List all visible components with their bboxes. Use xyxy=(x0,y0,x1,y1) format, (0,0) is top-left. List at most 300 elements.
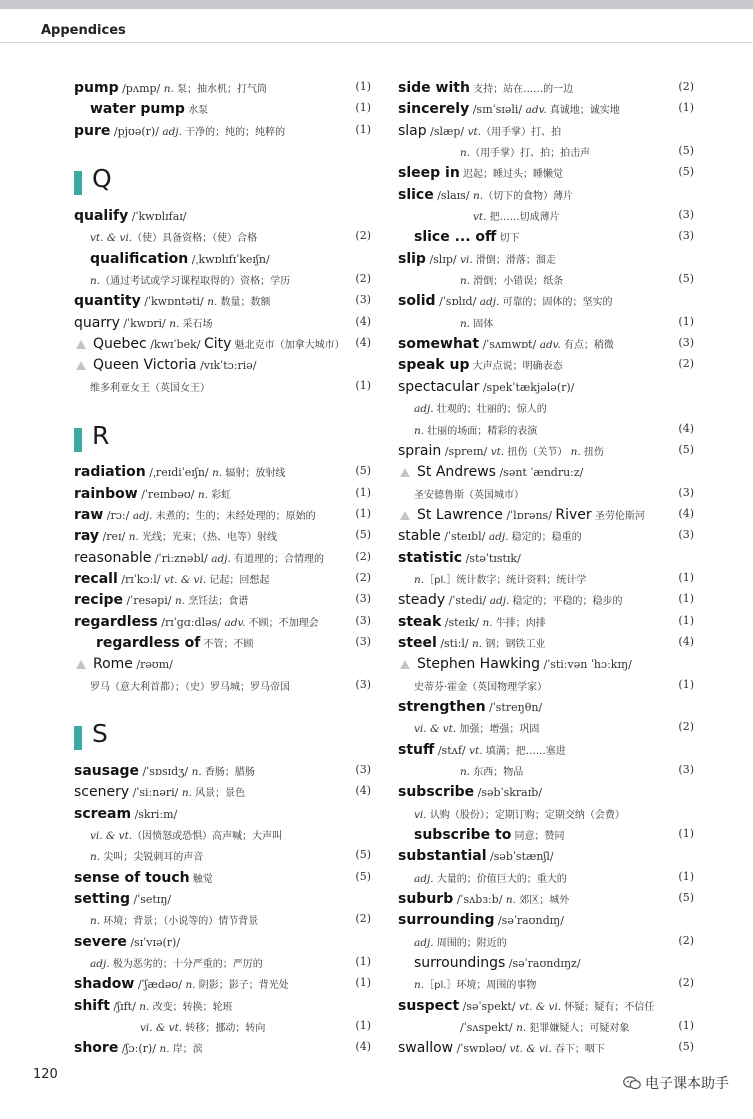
entry-definition: 光线；光束；（热、电等）射线 xyxy=(138,532,278,544)
glossary-subline xyxy=(74,674,373,695)
section-marker-bar xyxy=(74,428,82,452)
entry-part-of-speech: n. xyxy=(197,488,208,501)
entry-definition: （通过考试或学习课程取得的）资格；学历 xyxy=(100,276,291,288)
entry-definition: 烹饪法；食谱 xyxy=(185,596,249,608)
entry-definition: 大量的；价值巨大的；重大的 xyxy=(433,873,567,885)
entry-phonetic: /ˈkwɒri/ xyxy=(119,316,170,330)
glossary-entry xyxy=(398,353,696,374)
entry-phonetic: /slæp/ xyxy=(426,124,468,138)
entry-part-of-speech: vt. & vi. xyxy=(164,573,207,586)
entry-headword: reasonable xyxy=(74,549,152,566)
glossary-subline xyxy=(74,225,373,246)
page-header-title: Appendices xyxy=(41,23,126,38)
glossary-entry xyxy=(74,972,373,993)
glossary-entry xyxy=(74,567,373,588)
entry-phonetic: /vɪkˈtɔːriə/ xyxy=(196,359,257,373)
entry-headword: severe xyxy=(74,933,127,950)
glossary-entry xyxy=(74,76,373,97)
entry-phonetic: /ʃɪft/ xyxy=(109,999,140,1013)
glossary-entry xyxy=(398,161,696,182)
entry-phonetic: /ˌkwɒlɪfɪˈkeɪʃn/ xyxy=(188,252,270,266)
glossary-entry xyxy=(398,289,696,310)
entry-definition: 史蒂芬·霍金（英国物理学家） xyxy=(414,681,548,693)
entry-headword-cont: City xyxy=(203,336,232,353)
unit-reference: (2) xyxy=(678,933,694,947)
proper-noun-triangle-icon xyxy=(400,468,410,477)
glossary-subline xyxy=(398,866,696,887)
entry-definition: 迟起；睡过头；睡懒觉 xyxy=(459,169,563,181)
entry-part-of-speech: n. xyxy=(181,787,192,800)
entry-phonetic: /ˈsʌmwɒt/ xyxy=(479,338,540,352)
entry-phonetic: /ˈreɪnbəʊ/ xyxy=(137,487,198,501)
entry-part-of-speech: adj. xyxy=(489,595,510,608)
entry-phonetic: /reɪ/ xyxy=(99,530,129,544)
entry-part-of-speech: n. xyxy=(90,915,101,928)
unit-reference: (3) xyxy=(355,592,371,606)
entry-part-of-speech: n. xyxy=(90,275,101,288)
entry-definition: 真诚地；诚实地 xyxy=(546,105,620,117)
entry-definition: 转移；挪动；转向 xyxy=(182,1023,266,1035)
proper-noun-triangle-icon xyxy=(400,660,410,669)
unit-reference: (1) xyxy=(355,378,371,392)
watermark-text: 电子课本助手 xyxy=(645,1076,729,1092)
entry-headword: sausage xyxy=(74,763,140,779)
entry-definition: 稳定的；稳重的 xyxy=(508,532,582,544)
unit-reference: (4) xyxy=(355,1040,371,1054)
glossary-entry xyxy=(74,610,373,631)
entry-part-of-speech: n. xyxy=(212,467,223,480)
entry-part-of-speech: n. xyxy=(185,979,196,992)
unit-reference: (3) xyxy=(355,613,371,627)
entry-phonetic: /spreɪn/ xyxy=(441,444,491,458)
entry-definition: 不顾；不加理会 xyxy=(245,617,319,629)
glossary-subline xyxy=(74,375,373,396)
entry-phonetic: /sənt ˈændruːz/ xyxy=(495,466,584,480)
entry-definition: 彩虹 xyxy=(208,489,232,501)
entry-headword: quarry xyxy=(74,314,120,331)
entry-headword: substantial xyxy=(398,848,487,865)
entry-phonetic: /səbˈskraɪb/ xyxy=(474,786,543,800)
entry-definition: 干净的；纯的；纯粹的 xyxy=(182,126,286,138)
unit-reference: (5) xyxy=(678,1040,694,1054)
entry-part-of-speech: n. xyxy=(414,424,425,437)
section-spacer xyxy=(74,695,373,716)
entry-part-of-speech: n. xyxy=(169,317,180,330)
glossary-subline xyxy=(398,418,696,439)
entry-headword: regardless of xyxy=(96,634,201,651)
proper-noun-triangle-icon xyxy=(400,511,410,520)
entry-definition: 辐射；放射线 xyxy=(222,468,286,480)
entry-headword: spectacular xyxy=(398,378,480,395)
entry-phonetic: /slaɪs/ xyxy=(433,188,474,202)
glossary-entry xyxy=(74,482,373,503)
glossary-entry xyxy=(398,994,696,1015)
entry-headword: quantity xyxy=(74,293,141,310)
entry-headword: solid xyxy=(398,293,436,310)
glossary-entry xyxy=(398,375,696,396)
entry-headword: side with xyxy=(398,80,470,96)
unit-reference: (3) xyxy=(678,763,694,776)
entry-definition: 风景；景色 xyxy=(191,788,246,800)
entry-headword: recipe xyxy=(74,592,124,609)
entry-definition: 泵；抽水机；打气筒 xyxy=(173,84,268,95)
glossary-subline xyxy=(398,823,696,844)
glossary-entry xyxy=(398,183,696,204)
entry-headword: swallow xyxy=(398,1040,454,1057)
entry-part-of-speech: n. xyxy=(460,147,471,160)
entry-phonetic: /pjʊə(r)/ xyxy=(110,124,163,138)
entry-phonetic: /səˈspekt/ xyxy=(459,999,520,1013)
entry-part-of-speech: adj. xyxy=(162,125,182,138)
entry-part-of-speech: vi. & vt. xyxy=(414,723,457,736)
unit-reference: (1) xyxy=(355,485,371,499)
entry-part-of-speech: vt. & vi. xyxy=(519,1000,562,1013)
entry-headword: slice xyxy=(398,186,434,203)
entry-phonetic: /ˈsteɪbl/ xyxy=(440,530,489,544)
entry-headword: ray xyxy=(74,528,100,545)
unit-reference: (1) xyxy=(355,122,371,136)
entry-definition: 壮丽的场面；精彩的表演 xyxy=(424,425,538,437)
entry-definition: 扭伤 xyxy=(580,446,604,458)
entry-part-of-speech: n. xyxy=(191,766,202,778)
entry-phonetic: /rəʊm/ xyxy=(132,658,173,672)
entry-headword: recall xyxy=(74,570,118,587)
glossary-entry xyxy=(74,588,373,609)
glossary-entry xyxy=(74,460,373,481)
entry-phonetic: /ˌreɪdiˈeɪʃn/ xyxy=(145,466,213,480)
unit-reference: (2) xyxy=(355,570,371,584)
entry-phonetic: /ˈsʌbɜːb/ xyxy=(453,893,506,907)
glossary-entry xyxy=(74,204,373,225)
entry-part-of-speech: adj. xyxy=(488,531,509,544)
unit-reference: (5) xyxy=(678,144,694,158)
glossary-entry xyxy=(398,546,696,567)
entry-definition: 吞下；咽下 xyxy=(551,1044,605,1056)
entry-phonetic: /ˈstreŋθn/ xyxy=(485,700,543,714)
unit-reference: (1) xyxy=(355,1019,371,1033)
glossary-entry xyxy=(398,887,696,908)
entry-phonetic: /sɪnˈsɪəli/ xyxy=(469,103,526,117)
entry-phonetic: /ˈkwɒntəti/ xyxy=(140,295,208,309)
unit-reference: (1) xyxy=(678,101,694,115)
entry-definition: 维多利亚女王（英国女王） xyxy=(90,382,210,394)
entry-phonetic: /ˈsʌspekt/ xyxy=(460,1021,517,1035)
unit-reference: (4) xyxy=(678,634,694,648)
unit-reference: (1) xyxy=(678,613,694,627)
entry-headword: setting xyxy=(74,891,130,908)
entry-definition: （用手掌）打、拍；拍击声 xyxy=(470,148,591,160)
glossary-entry xyxy=(74,930,373,951)
entry-headword: pump xyxy=(74,80,119,96)
entry-part-of-speech: vt. xyxy=(467,125,482,138)
entry-part-of-speech: adj. xyxy=(479,296,500,309)
glossary-subline xyxy=(74,908,373,929)
entry-headword: Quebec xyxy=(93,336,147,353)
section-marker-bar xyxy=(74,171,82,195)
unit-reference: (1) xyxy=(678,869,694,883)
entry-headword: subscribe xyxy=(398,784,475,801)
glossary-subline xyxy=(398,268,696,289)
entry-definition: 东西；物品 xyxy=(470,767,524,778)
glossary-entry xyxy=(398,780,696,801)
glossary-entry xyxy=(74,759,373,780)
entry-phonetic: /stʌf/ xyxy=(434,743,470,757)
entry-headword: regardless xyxy=(74,613,158,630)
entry-definition: 稳定的；平稳的；稳步的 xyxy=(509,596,623,608)
entry-part-of-speech: n. xyxy=(516,1022,527,1035)
glossary-entry xyxy=(74,524,373,545)
entry-headword: suburb xyxy=(398,891,454,908)
entry-part-of-speech: adj. xyxy=(211,552,231,565)
entry-part-of-speech: vt. xyxy=(473,211,487,224)
proper-noun-triangle-icon xyxy=(76,361,86,370)
entry-phonetic: /ˈsiːnəri/ xyxy=(129,786,182,800)
unit-reference: (3) xyxy=(678,208,694,222)
entry-definition: （使）具备资格；（使）合格 xyxy=(132,233,258,245)
glossary-entry xyxy=(398,503,696,524)
entry-definition: 加强；增强；巩固 xyxy=(456,724,540,736)
entry-part-of-speech: vi. xyxy=(414,808,427,821)
entry-definition: 尖叫；尖锐刺耳的声音 xyxy=(100,852,204,864)
entry-part-of-speech: n. xyxy=(460,275,471,288)
glossary-entry xyxy=(398,439,696,460)
glossary-entry xyxy=(398,908,696,929)
entry-definition: 岸；滨 xyxy=(169,1044,203,1056)
entry-definition: 极为恶劣的；十分严重的；严厉的 xyxy=(109,959,263,971)
entry-headword: suspect xyxy=(398,997,460,1014)
unit-reference: (5) xyxy=(678,165,694,179)
glossary-left-column xyxy=(74,76,373,1058)
entry-definition: 周围的；附近的 xyxy=(433,937,507,949)
unit-reference: (1) xyxy=(678,677,694,691)
entry-definition: 犯罪嫌疑人；可疑对象 xyxy=(526,1023,630,1035)
entry-headword: St Lawrence xyxy=(417,506,503,523)
entry-part-of-speech: adv. xyxy=(224,616,246,629)
entry-part-of-speech: n. xyxy=(139,1000,150,1013)
entry-definition: 牛排；肉排 xyxy=(492,617,546,629)
entry-phonetic: /steɪk/ xyxy=(441,615,483,629)
unit-reference: (4) xyxy=(678,506,694,520)
entry-definition: 滑倒；滑落；溜走 xyxy=(472,254,556,266)
entry-definition: 钢；钢铁工业 xyxy=(482,638,546,650)
entry-phonetic: /pʌmp/ xyxy=(118,82,164,95)
entry-headword-cont: River xyxy=(555,506,592,523)
entry-headword: strengthen xyxy=(398,698,486,715)
section-spacer xyxy=(74,396,373,417)
entry-definition: 阴影；影子；背光处 xyxy=(195,980,289,992)
glossary-entry xyxy=(398,247,696,268)
entry-definition: 固体 xyxy=(470,318,494,330)
chat-bubble-icon xyxy=(623,1076,641,1090)
glossary-entry xyxy=(74,887,373,908)
unit-reference: (1) xyxy=(678,1019,694,1033)
entry-definition: 环境；背景；（小说等的）情节背景 xyxy=(100,916,259,928)
watermark xyxy=(623,1073,729,1093)
entry-part-of-speech: n. xyxy=(163,83,174,95)
unit-reference: (3) xyxy=(355,677,371,691)
glossary-entry xyxy=(74,652,373,673)
glossary-entry xyxy=(398,610,696,631)
glossary-entry xyxy=(398,652,696,673)
glossary-entry xyxy=(74,866,373,887)
glossary-entry xyxy=(74,994,373,1015)
entry-part-of-speech: n. xyxy=(128,531,139,544)
entry-phonetic: /ˈsetɪŋ/ xyxy=(130,893,172,907)
entry-headword: Stephen Hawking xyxy=(417,656,540,673)
entry-definition: 怀疑；疑有；不信任 xyxy=(561,1001,655,1013)
entry-part-of-speech: n. xyxy=(90,851,101,864)
entry-definition: （切下的食物）薄片 xyxy=(483,190,574,202)
entry-part-of-speech: adj. xyxy=(414,872,434,885)
glossary-entry xyxy=(74,546,373,567)
glossary-subline xyxy=(398,674,696,695)
unit-reference: (1) xyxy=(355,101,371,115)
entry-part-of-speech: n. xyxy=(414,979,425,992)
entry-headword: stuff xyxy=(398,741,435,758)
entry-part-of-speech: adj. xyxy=(90,958,110,971)
entry-part-of-speech: vi. & vt. xyxy=(90,830,133,843)
unit-reference: (2) xyxy=(678,80,694,93)
glossary-subline xyxy=(398,759,696,780)
entry-part-of-speech: vi. & vt. xyxy=(140,1022,183,1035)
unit-reference: (5) xyxy=(355,464,371,478)
entry-part-of-speech: vi. xyxy=(460,253,473,266)
entry-headword: steel xyxy=(398,634,437,651)
entry-definition: 扭伤（关节） xyxy=(504,446,571,458)
glossary-subline xyxy=(74,1015,373,1036)
entry-part-of-speech: adv. xyxy=(539,339,561,352)
glossary-subline xyxy=(398,716,696,737)
page-number: 120 xyxy=(33,1067,58,1082)
entry-part-of-speech: vt. xyxy=(469,744,483,757)
entry-headword: scenery xyxy=(74,784,130,801)
section-header xyxy=(74,418,373,461)
glossary-subline xyxy=(398,1015,696,1036)
unit-reference: (4) xyxy=(678,421,694,435)
entry-phonetic: /ʃɔː(r)/ xyxy=(118,1042,160,1056)
glossary-entry xyxy=(74,802,373,823)
section-header xyxy=(74,161,373,204)
unit-reference: (3) xyxy=(678,485,694,499)
glossary-entry xyxy=(398,738,696,759)
entry-definition: 支持；站在……的一边 xyxy=(469,84,574,95)
unit-reference: (2) xyxy=(355,549,371,563)
entry-headword: scream xyxy=(74,805,132,822)
unit-reference: (2) xyxy=(355,229,371,243)
unit-reference: (2) xyxy=(355,912,371,926)
entry-definition: 把……切成薄片 xyxy=(486,212,560,224)
entry-phonetic: /səbˈstænʃl/ xyxy=(486,850,554,864)
section-letter: Q xyxy=(92,164,112,194)
unit-reference: (2) xyxy=(678,357,694,371)
glossary-entry xyxy=(74,780,373,801)
entry-headword: pure xyxy=(74,122,111,139)
entry-part-of-speech: n. xyxy=(473,189,484,202)
entry-definition: （因愤怒或恐惧）高声喊；大声叫 xyxy=(132,831,283,843)
entry-headword: qualify xyxy=(74,208,129,225)
glossary-right-column xyxy=(398,76,696,1058)
entry-part-of-speech: n. xyxy=(460,317,471,330)
entry-definition: 壮观的；壮丽的；惊人的 xyxy=(433,404,547,416)
entry-headword: Queen Victoria xyxy=(93,357,197,374)
glossary-entry xyxy=(74,353,373,374)
glossary-entry xyxy=(398,76,696,97)
entry-headword: steady xyxy=(398,592,446,609)
unit-reference: (1) xyxy=(355,955,371,969)
entry-headword: sincerely xyxy=(398,101,470,118)
entry-headword: sense of touch xyxy=(74,869,190,886)
unit-reference: (1) xyxy=(678,314,694,328)
unit-reference: (4) xyxy=(355,336,371,350)
unit-reference: (1) xyxy=(355,506,371,520)
entry-phonetic: /sɪˈvɪə(r)/ xyxy=(126,935,181,949)
entry-definition: 填满；把……塞进 xyxy=(482,745,566,757)
section-letter: R xyxy=(92,420,110,450)
unit-reference: (3) xyxy=(678,229,694,243)
entry-definition: 触觉 xyxy=(189,873,213,885)
glossary-subline xyxy=(398,951,696,972)
entry-definition: ［pl.］统计数字；统计资料；统计学 xyxy=(424,574,587,586)
entry-part-of-speech: vt. & vi. xyxy=(90,232,133,245)
entry-part-of-speech: n. xyxy=(472,637,483,650)
entry-phonetic: /spekˈtækjələ(r)/ xyxy=(479,380,575,394)
glossary-subline xyxy=(74,951,373,972)
glossary-subline xyxy=(74,268,373,289)
unit-reference: (5) xyxy=(678,272,694,286)
unit-reference: (2) xyxy=(678,976,694,990)
unit-reference: (3) xyxy=(355,634,371,648)
entry-part-of-speech: n. xyxy=(207,296,218,309)
proper-noun-triangle-icon xyxy=(76,660,86,669)
entry-definition: 罗马（意大利首都）；（史）罗马城；罗马帝国 xyxy=(90,681,290,693)
entry-phonetic: /ˈswɒləʊ/ xyxy=(453,1042,510,1056)
entry-definition: 未煮的；生的；未经处理的；原始的 xyxy=(152,510,316,522)
scan-top-strip xyxy=(0,0,753,9)
entry-part-of-speech: vt. & vi. xyxy=(509,1043,552,1056)
entry-definition: 水泵 xyxy=(184,105,209,117)
entry-part-of-speech: n. xyxy=(482,616,493,629)
unit-reference: (2) xyxy=(355,272,371,286)
entry-part-of-speech: n. xyxy=(460,766,471,778)
entry-definition: 记起；回想起 xyxy=(206,574,270,586)
glossary-subline xyxy=(398,972,696,993)
section-marker-bar xyxy=(74,726,82,750)
glossary-subline xyxy=(74,247,373,268)
unit-reference: (3) xyxy=(678,528,694,542)
glossary-subline xyxy=(74,823,373,844)
entry-headword: surroundings xyxy=(414,955,506,972)
section-header xyxy=(74,716,373,759)
entry-definition: 改变；转换；轮班 xyxy=(149,1001,233,1013)
entry-definition: ［pl.］环境；周围的事物 xyxy=(424,980,537,992)
entry-phonetic: /rɪˈkɔːl/ xyxy=(117,572,165,586)
entry-part-of-speech: adv. xyxy=(525,104,547,117)
entry-headword: stable xyxy=(398,528,441,545)
entry-definition: 同意；赞同 xyxy=(511,831,565,843)
glossary-entry xyxy=(398,588,696,609)
header-divider xyxy=(0,42,753,43)
entry-phonetic: /ˈsɒlɪd/ xyxy=(435,295,480,309)
glossary-subline xyxy=(398,204,696,225)
unit-reference: (5) xyxy=(678,442,694,456)
entry-definition: 有点；稍微 xyxy=(560,340,614,352)
entry-headword: sprain xyxy=(398,442,442,459)
entry-definition: 不管；不顾 xyxy=(200,638,254,650)
glossary-subline xyxy=(74,844,373,865)
glossary-entry xyxy=(74,289,373,310)
entry-headword: St Andrews xyxy=(417,464,496,481)
entry-headword: shore xyxy=(74,1040,119,1057)
